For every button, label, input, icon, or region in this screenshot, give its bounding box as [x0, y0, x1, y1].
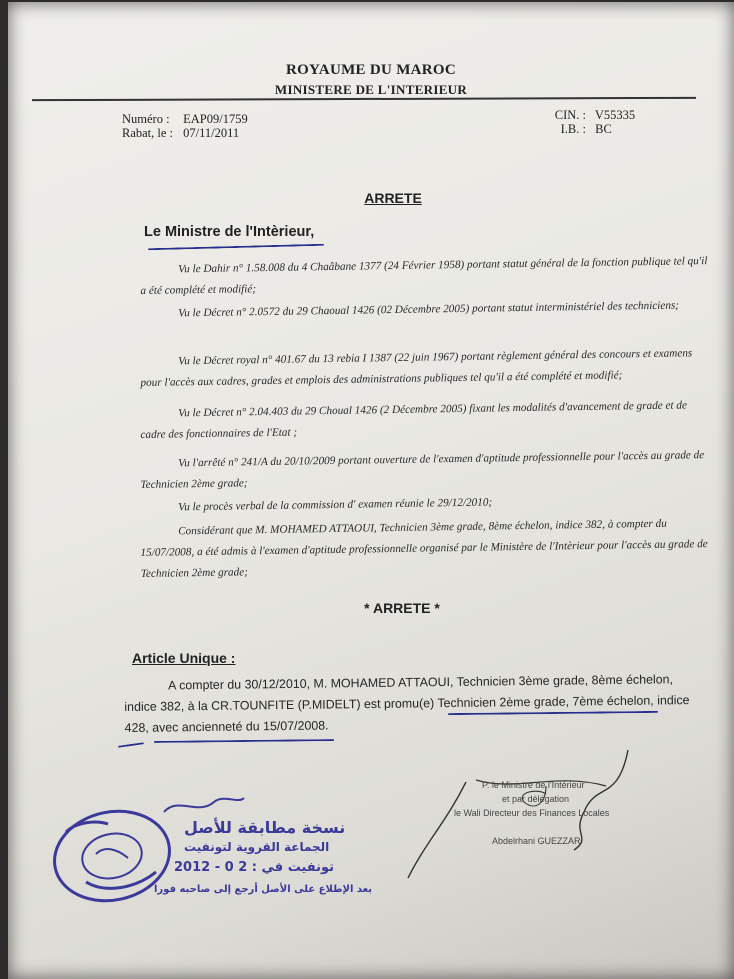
stamp-line-3: تونفيت في : 2 0 - 2012 [174, 860, 335, 875]
signature-line-3: le Wali Directeur des Finances Locales [454, 808, 610, 818]
ib-value: BC [595, 122, 612, 136]
cin-row [548, 108, 635, 123]
article-underline-2 [154, 739, 334, 743]
consideration-1: Vu le Dahir n° 1.58.008 du 4 Chaâbane 1377 (24 Février 1958) portant statut général de la fonction publique tel qu'il a été complété et modifié; [140, 255, 708, 297]
numero-row [122, 112, 248, 127]
consideration-2: Vu le Décret n° 2.0572 du 29 Chaoual 1426 (02 Décembre 2005) portant statut interministériel des techniciens; [178, 299, 680, 320]
rabat-row [122, 126, 239, 141]
signature-line-1: P. le Ministre de l'Intérieur [482, 780, 585, 790]
stamp-line-1: نسخة مطابقة للأصل [184, 818, 346, 837]
rabat-label: Rabat, le : [122, 126, 174, 140]
consideration-3: Vu le Décret royal n° 401.67 du 13 rebia I 1387 (22 juin 1967) portant règlement général des concours et examens pour l'accès aux cadres, grades et emplois des administrations publiques tel qu'il a été complété et modifié; [140, 347, 693, 389]
stamp-line-4: بعد الإطلاع على الأصل أرجع إلى صاحبه فورا [154, 884, 373, 895]
minister-heading: Le Ministre de l'Intèrieur, [144, 224, 315, 240]
numero-label: Numéro : [122, 112, 170, 126]
rabat-value: 07/11/2011 [183, 126, 240, 140]
cin-label: CIN. : [554, 108, 586, 122]
article-text: A compter du 30/12/2010, M. MOHAMED ATTAOUI, Technicien 3ème grade, 8ème échelon, indice 382, à la CR.TOUNFITE (P.MIDELT) est promu(e) Technicien 2ème grade, 7ème échelon, indice 428, avec ancienneté du 15/07/2008. [124, 672, 690, 735]
minister-underline [148, 244, 324, 251]
article-underline-mark [118, 742, 144, 748]
consideration-6: Vu le procès verbal de la commission d' examen réunie le 29/12/2010; [178, 496, 493, 514]
numero-value: EAP09/1759 [183, 112, 248, 126]
stamp-line-2: الجماعة القروية لتونفيت [184, 840, 330, 854]
consideration-5: Vu l'arrêté n° 241/A du 20/10/2009 portant ouverture de l'examen d'aptitude professionnelle pour l'accès au grade de Technicien 2ème grade; [140, 449, 705, 491]
header-kingdom: ROYAUME DU MAROC [285, 62, 457, 78]
ib-label: I.B. : [560, 122, 586, 136]
arrete-heading: * ARRETE * [364, 600, 440, 616]
cin-value: V55335 [594, 108, 636, 122]
consideration-7: Considérant que M. MOHAMED ATTAOUI, Technicien 3ème grade, 8ème échelon, indice 382, à compter du 15/07/2008, a été admis à l'examen d'aptitude professionnelle organisé par le Ministère de l'Intèrieur pour l'accès au grade de Technicien 2ème grade; [140, 517, 708, 580]
document-page [8, 2, 734, 979]
article-title: Article Unique : [132, 650, 236, 666]
consideration-4: Vu le Décret n° 2.04.403 du 29 Choual 1426 (2 Décembre 2005) fixant les modalités d'avancement de grade et de cadre des fonctionnaires de l'Etat ; [140, 399, 688, 441]
header-ministry: MINISTERE DE L'INTERIEUR [274, 82, 468, 97]
signature-line-2: et par délégation [502, 794, 570, 804]
document-title: ARRETE [364, 190, 422, 206]
signature-name: Abdelrhani GUEZZAR [492, 836, 581, 846]
ib-row [548, 122, 612, 137]
